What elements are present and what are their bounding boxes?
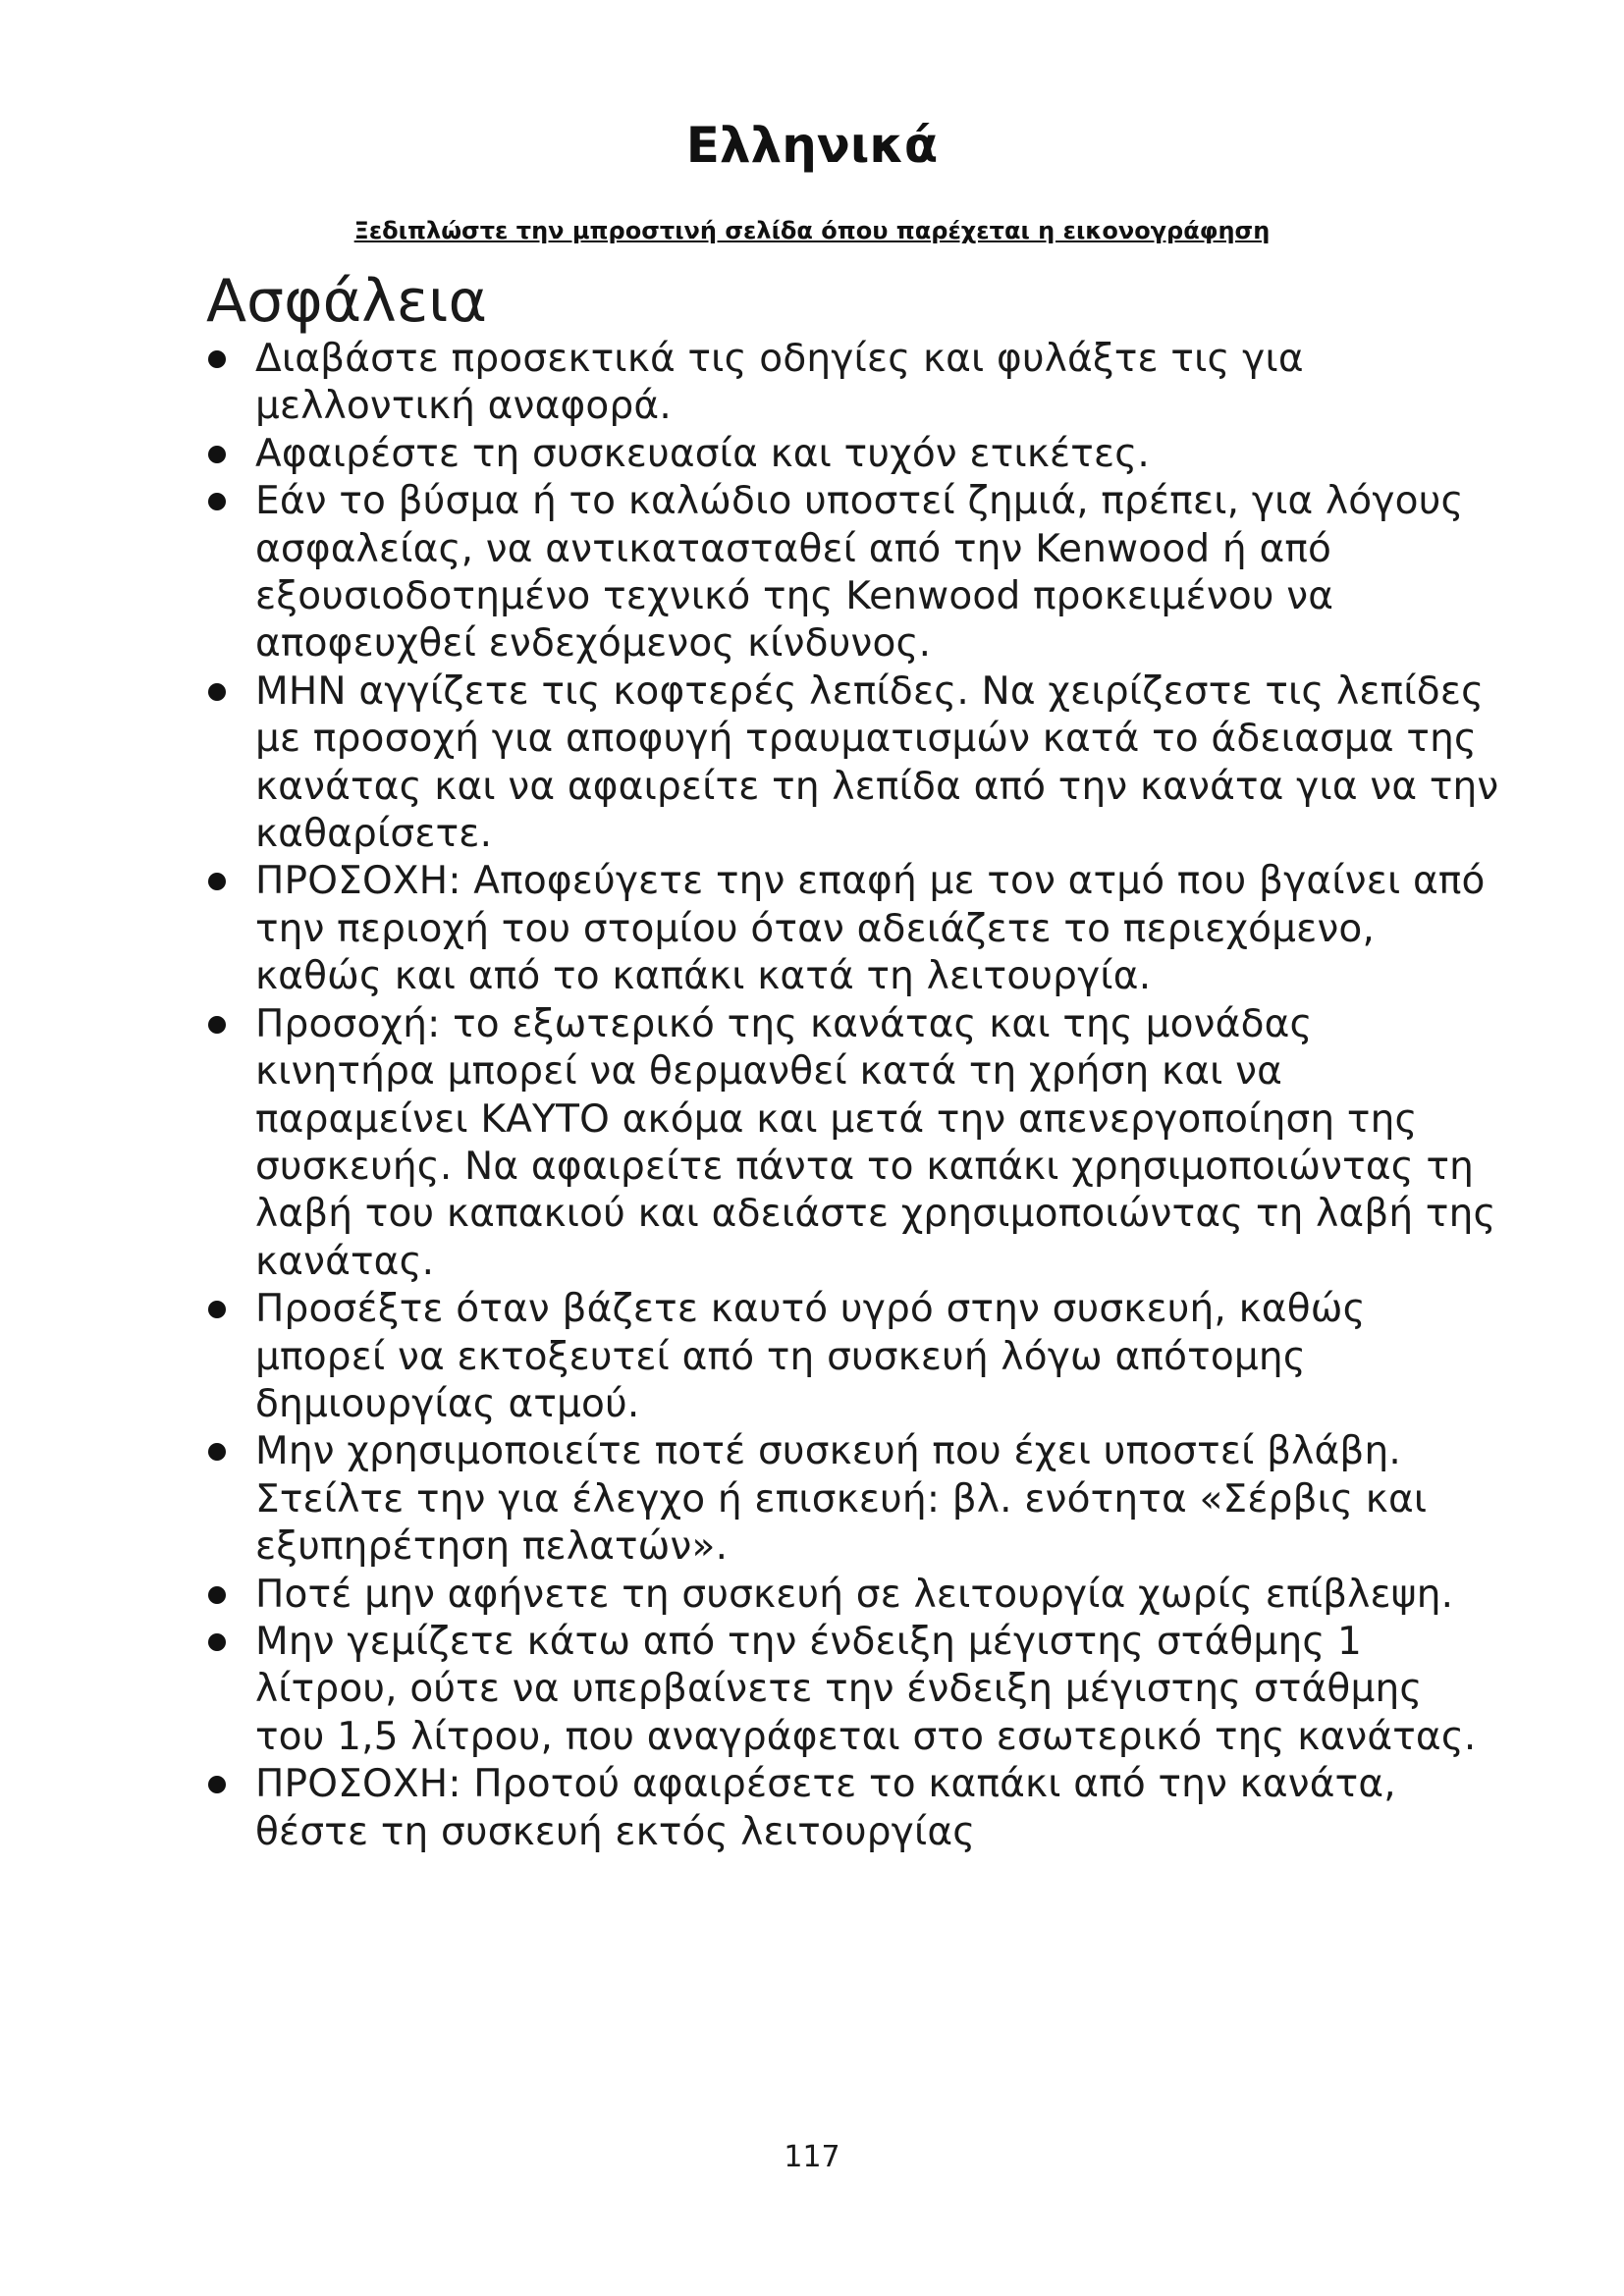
bullet-icon	[208, 1776, 226, 1793]
safety-item-3	[206, 478, 1502, 668]
page-number: 117	[784, 2140, 840, 2174]
safety-item-text: Ποτέ μην αφήνετε τη συσκευή σε λειτουργία χωρίς επίβλεψη.	[255, 1572, 1454, 1617]
safety-item-5	[206, 858, 1502, 1000]
safety-list	[206, 336, 1502, 1856]
safety-item-1	[206, 336, 1502, 431]
bullet-icon	[208, 873, 226, 890]
safety-item-10	[206, 1619, 1502, 1761]
safety-item-text: Αφαιρέστε τη συσκευασία και τυχόν ετικέτες.	[255, 431, 1150, 476]
safety-item-text: Προσέξτε όταν βάζετε καυτό υγρό στην συσκευή, καθώς μπορεί να εκτοξευτεί από τη συσκευή λόγω απότομης δημιουργίας ατμού.	[255, 1287, 1366, 1426]
bullet-icon	[208, 493, 226, 510]
safety-item-text: ΠΡΟΣΟΧΗ: Αποφεύγετε την επαφή με τον ατμό που βγαίνει από την περιοχή του στομίου όταν αδειάζετε το περιεχόμενο, καθώς και από το καπάκι κατά τη λειτουργία.	[255, 859, 1486, 999]
safety-item-9	[206, 1572, 1502, 1619]
unfold-instruction: Ξεδιπλώστε την μπροστινή σελίδα όπου παρέχεται η εικονογράφηση	[353, 217, 1271, 244]
bullet-icon	[208, 350, 226, 368]
safety-item-text: Εάν το βύσμα ή το καλώδιο υποστεί ζημιά, πρέπει, για λόγους ασφαλείας, να αντικατασταθεί από την Kenwood ή από εξουσιοδοτημένο τεχνικό της Kenwood προκειμένου να αποφευχθεί ενδεχόμενος κίνδυνος.	[255, 479, 1464, 667]
bullet-icon	[208, 1016, 226, 1034]
safety-item-4	[206, 668, 1502, 859]
safety-item-text: Μην χρησιμοποιείτε ποτέ συσκευή που έχει υποστεί βλάβη. Στείλτε την για έλεγχο ή επισκευή: βλ. ενότητα «Σέρβις και εξυπηρέτηση πελατών».	[255, 1429, 1428, 1570]
safety-item-6	[206, 1001, 1502, 1286]
bullet-icon	[208, 1586, 226, 1604]
safety-item-text: ΠΡΟΣΟΧΗ: Προτού αφαιρέσετε το καπάκι από την κανάτα, θέστε τη συσκευή εκτός λειτουργίας	[255, 1762, 1396, 1854]
safety-section-title: Ασφάλεια	[206, 267, 487, 336]
safety-item-2	[206, 431, 1502, 478]
safety-item-8	[206, 1428, 1502, 1571]
safety-item-text: Μην γεμίζετε κάτω από την ένδειξη μέγιστης στάθμης 1 λίτρου, ούτε να υπερβαίνετε την ένδειξη μέγιστης στάθμης του 1,5 λίτρου, που αναγράφεται στο εσωτερικό της κανάτας.	[255, 1619, 1477, 1759]
bullet-icon	[208, 1443, 226, 1461]
bullet-icon	[208, 1301, 226, 1318]
safety-item-text: Προσοχή: το εξωτερικό της κανάτας και της μονάδας κινητήρα μπορεί να θερμανθεί κατά τη χρήση και να παραμείνει ΚΑΥΤΟ ακόμα και μετά την απενεργοποίηση της συσκευής. Να αφαιρείτε πάντα το καπάκι χρησιμοποιώντας τη λαβή του καπακιού και αδειάστε χρησιμοποιώντας τη λαβή της κανάτας.	[255, 1001, 1496, 1284]
bullet-icon	[208, 683, 226, 701]
safety-item-7	[206, 1286, 1502, 1428]
safety-item-text: ΜΗΝ αγγίζετε τις κοφτερές λεπίδες. Να χειρίζεστε τις λεπίδες με προσοχή για αποφυγή τραυματισμών κατά το άδειασμα της κανάτας και να αφαιρείτε τη λεπίδα από την κανάτα για να την καθαρίσετε.	[255, 668, 1499, 857]
bullet-icon	[208, 446, 226, 463]
language-heading: Ελληνικά	[685, 117, 939, 174]
bullet-icon	[208, 1633, 226, 1651]
safety-item-11	[206, 1761, 1502, 1856]
safety-item-text: Διαβάστε προσεκτικά τις οδηγίες και φυλάξτε τις για μελλοντική αναφορά.	[255, 337, 1304, 429]
